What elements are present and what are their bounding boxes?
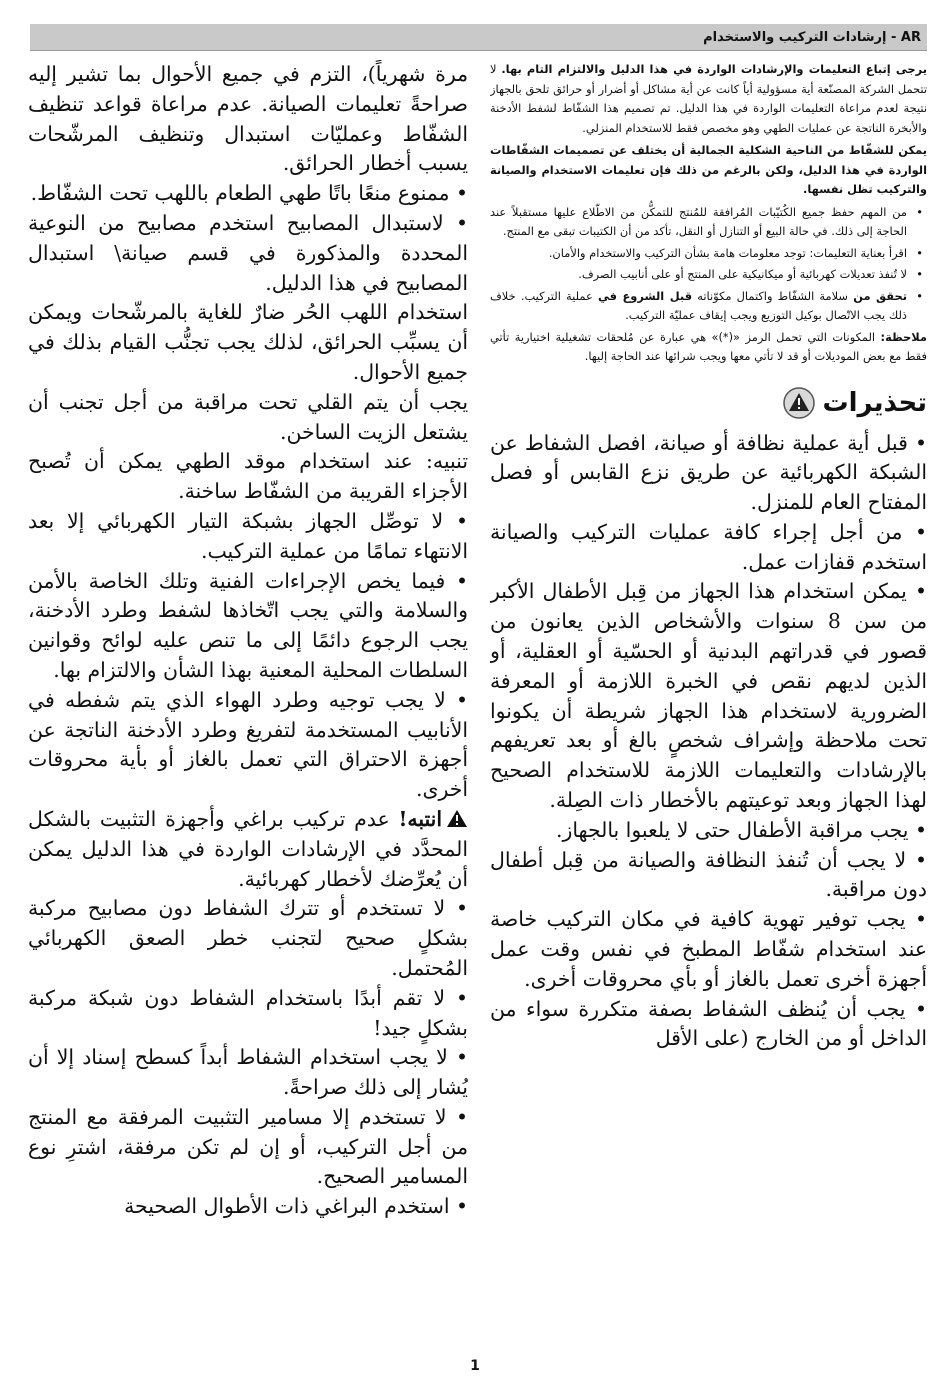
right-column [490,60,927,1350]
verify-bold-2: قبل الشروع في [597,288,693,303]
warnings-title: تحذيرات [822,387,927,418]
body-paragraph: • لا تستخدم إلا مسامير التثبيت المرفقة مع المنتج من أجل التركيب، أو إن لم تكن مرفقة، اشترِ نوع المسامير الصحيح. [28,1104,468,1189]
warning-item: • لا يجب أن تُنفذ النظافة والصيانة من قِبل أطفال دون مراقبة. [490,847,927,902]
body-paragraph: يجب أن يتم القلي تحت مراقبة من أجل تجنب أن يشتعل الزيت الساخن. [28,389,468,444]
warning-triangle-icon [446,809,468,828]
verify-text-rest: عملية التركيب. خلاف ذلك يجب الاتّصال بوكيل التوزيع ويجب إيقاف عمليّة التركيب. [490,288,907,322]
body-paragraph: • فيما يخص الإجراءات الفنية وتلك الخاصة بالأمن والسلامة والتي يجب اتّخاذها لشفط وطرد الأدخنة، يجب الرجوع دائمًا إلى ما تنص عليه لوائح وقوانين السلطات المحلية المعنية بهذا الشأن والالتزام بها. [28,568,468,682]
header-title: AR - إرشادات التركيب والاستخدام [703,29,921,45]
warning-item: • يجب مراقبة الأطفال حتى لا يلعبوا بالجهاز. [556,817,927,842]
intro-bold-text: يرجى إتباع التعليمات والإرشادات الواردة في هذا الدليل والالتزام التام بها. [501,62,927,76]
intro-bullet-item: • من المهم حفظ جميع الكُتيّبات المُرافقة للمُنتج للتمكُّن من الاطّلاع عليها مستقبلاً عند الحاجة إلى ذلك. في حالة البيع أو التنازل أو النقل، تأكد من أن الكتيبات تبقى مع المنتج. [490,203,907,242]
note-label: ملاحظة: [880,329,927,344]
body-paragraph: • لا يجب استخدام الشفاط أبداً كسطح إسناد إلا أن يُشار إلى ذلك صراحةً. [28,1045,468,1100]
intro-paragraph [490,60,927,138]
warnings-list [490,429,927,1055]
verify-bold-1: تحقق من [853,288,907,303]
body-paragraph: استخدام اللهب الحُر ضارٌ للغاية بالمرشّحات ويمكن أن يسبِّب الحرائق، لذلك يجب تجنُّب القيام بذلك في جميع الأحوال. [28,300,468,384]
warning-item: • قبل أية عملية نظافة أو صيانة، افصل الشفاط عن الشبكة الكهربائية عن طريق نزع القابس أو فصل المفتاح العام للمنزل. [490,430,927,515]
verify-bullet-item [490,287,907,326]
body-paragraph: مرة شهرياً)، التزم في جميع الأحوال بما تشير إليه صراحةً تعليمات الصيانة. عدم مراعاة قواعد تنظيف الشفّاط وعمليّات استبدال وتنظيف المرشّحات يسبب أخطار الحرائق. [28,62,468,176]
body-paragraph: • لا تستخدم أو تترك الشفاط دون مصابيح مركبة بشكلٍ صحيح لتجنب خطر الصعق الكهربائي المُحتمل. [28,896,468,980]
page-number: 1 [470,1358,480,1374]
header-bar [30,24,927,51]
warning-item: • يمكن استخدام هذا الجهاز من قِبل الأطفال الأكبر من سن 8 سنوات والأشخاص الذين يعانون من قصور في قدراتهم البدنية أو الحسّية أو العقلية، أو الذين لديهم نقص في الخبرة اللازمة أو المعرفة الضرورية لاستخدام هذا الجهاز شريطة أن يكونوا تحت ملاحظة وإشراف شخصٍ بالغ أو بعد تعريفهم بالإرشادات والتعليمات اللازمة للاستخدام الصحيح لهذا الجهاز وبعد توعيتهم بالأخطار ذات الصِلة. [490,579,927,813]
body-paragraph: • لا توصِّل الجهاز بشبكة التيار الكهربائي إلا بعد الانتهاء تمامًا من عملية التركيب. [28,508,468,563]
warning-item: • يجب توفير تهوية كافية في مكان التركيب خاصة عند استخدام شفّاط المطبخ في نفس وقت عمل أجهزة أخرى تعمل بالغاز أو بأي محروقات أخرى. [490,907,927,991]
warning-item: • يجب أن يُنظف الشفاط بصفة متكررة سواء من الداخل أو من الخارج (على الأقل [490,996,927,1051]
design-note [490,141,927,200]
caution-text: عدم تركيب براغي وأجهزة التثبيت بالشكل المحدَّد في الإرشادات الواردة في هذا الدليل يمكن أن يُعرِّضك لأخطار كهربائية. [28,806,468,891]
note-text: المكونات التي تحمل الرمز «(*)» هي عبارة عن مُلحقات تشغيلية اختيارية تأتي فقط مع بعض الموديلات أو قد لا تأتي معها ويجب شرائها عند الحاجة إليها. [490,329,927,363]
intro-block [490,60,927,367]
verify-text-mid: سلامة الشفّاط واكتمال مكوّناته [692,288,854,303]
body-paragraph: • استخدم البراغي ذات الأطوال الصحيحة [124,1194,468,1219]
intro-bullet-item: • اقرأ بعناية التعليمات: توجد معلومات هامة بشأن التركيب والاستخدام والأمان. [490,244,907,264]
warnings-heading [490,383,927,423]
body-paragraph: • ممنوع منعًا باتًا طهي الطعام باللهب تحت الشفّاط. [30,181,468,206]
design-note-text: يمكن للشفّاط من الناحية الشكلية الجمالية أن يختلف عن تصميمات الشفّاطات الواردة في هذا الدليل، ولكن بالرغم من ذلك فإن تعليمات الاستخدام والصيانة والتركيب تظل نفسها. [490,143,927,196]
intro-bullet-item: • لا تُنفذ تعديلات كهربائية أو ميكانيكية على المنتج أو على أنابيب الصرف. [490,265,907,285]
body-paragraph: • لا يجب توجيه وطرد الهواء الذي يتم شفطه في الأنابيب المستخدمة لتفريغ وطرد الأدخنة الناتجة عن أجهزة الاحتراق التي تعمل بالغاز أو بأية محروقات أخرى. [28,687,468,802]
warning-circle-icon [783,387,815,419]
caution-label: انتبه! [398,806,442,831]
caution-paragraph [28,805,468,894]
intro-text: لا تتحمل الشركة المصنّعة أية مسؤولية أياً كانت عن أية مشاكل أو أضرار أو حرائق تلحق بالجهاز نتيجة لعدم مراعاة التعليمات الواردة في هذا الدليل. تم تصميم هذا الشفّاط لشفط الأدخنة والأبخرة الناتجة عن عمليات الطهي وهو مخصص فقط للاستخدام المنزلي. [490,62,927,135]
body-paragraph: تنبيه: عند استخدام موقد الطهي يمكن أن تُصبح الأجزاء القريبة من الشفّاط ساخنة. [28,449,468,504]
note-paragraph [490,328,927,367]
warning-item: • من أجل إجراء كافة عمليات التركيب والصيانة استخدم قفازات عمل. [490,519,927,574]
body-paragraph: • لا تقم أبدًا باستخدام الشفاط دون شبكة مركبة بشكلٍ جيد! [28,985,468,1040]
body-paragraph: • لاستبدال المصابيح استخدم مصابيح من النوعية المحددة والمذكورة في قسم صيانة\ استبدال المصابيح في هذا الدليل. [28,210,468,295]
left-column [28,60,468,1350]
intro-bullet-list [490,203,927,326]
